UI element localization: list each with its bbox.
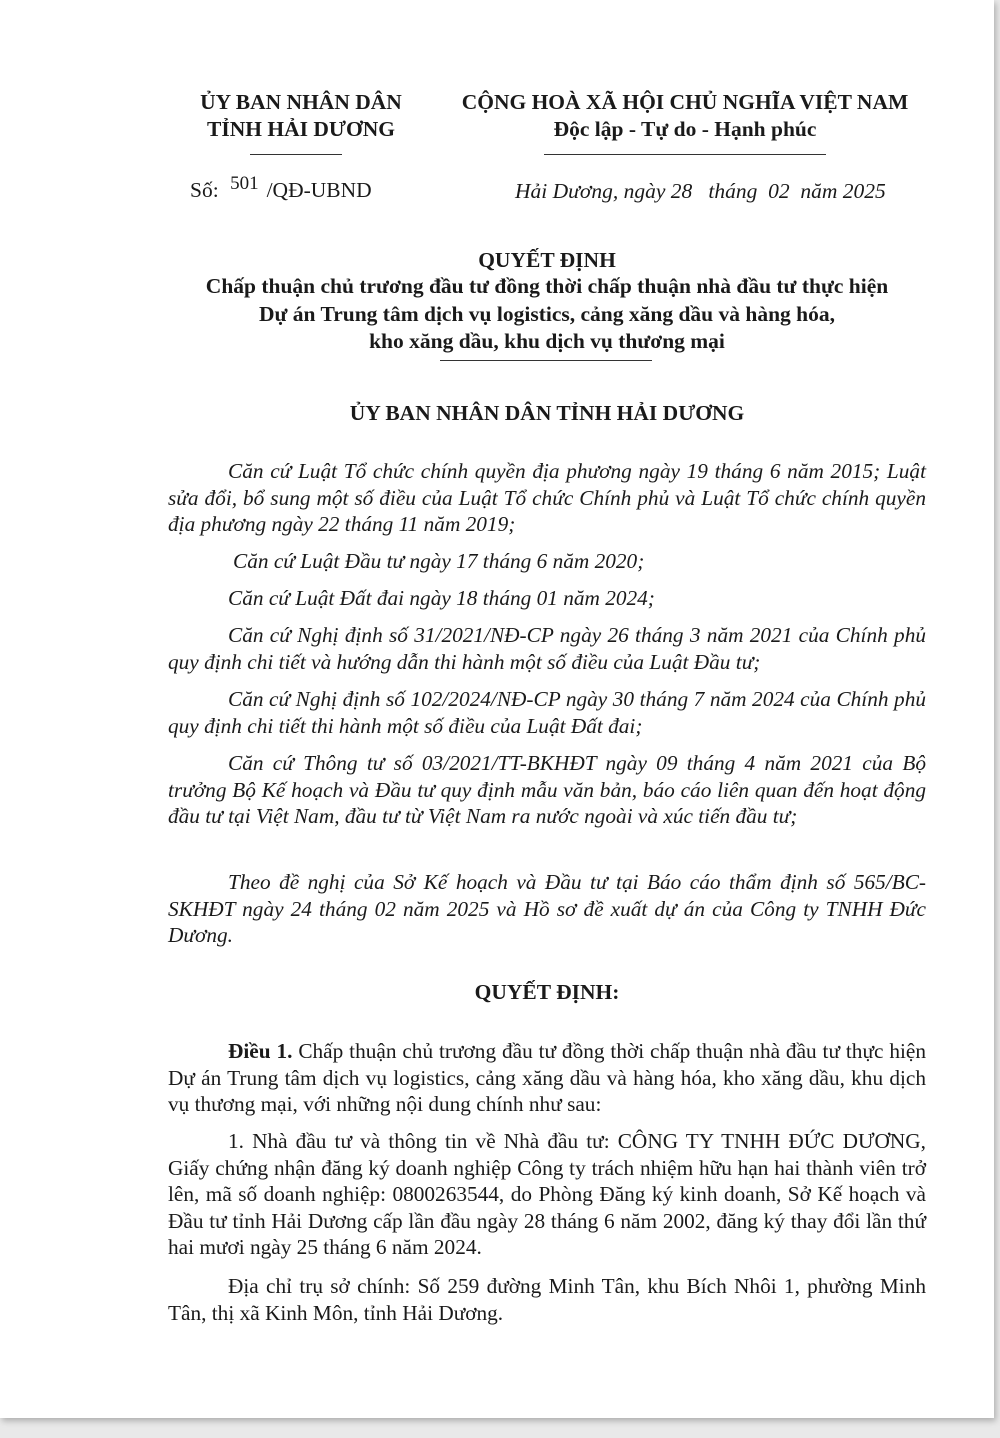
article-1-text: Chấp thuận chủ trương đầu tư đồng thời chấp thuận nhà đầu tư thực hiện Dự án Trung tâm dịch vụ logistics, cảng xăng dầu và hàng hóa, kho xăng dầu, khu dịch vụ thương mại, với những nội dung chính như sau:: [168, 1039, 926, 1116]
head-office-address: Địa chỉ trụ sở chính: Số 259 đường Minh Tân, khu Bích Nhôi 1, phường Minh Tân, thị xã Kinh Môn, tỉnh Hải Dương.: [168, 1274, 926, 1325]
agency-name-line2: TỈNH HẢI DƯƠNG: [207, 117, 395, 141]
basis-6: Căn cứ Thông tư số 03/2021/TT-BKHĐT ngày 09 tháng 4 năm 2021 của Bộ trưởng Bộ Kế hoạch và Đầu tư quy định mẫu văn bản, báo cáo liên quan đến hoạt động đầu tư tại Việt Nam, đầu tư từ Việt Nam ra nước ngoài và xúc tiến đầu tư;: [168, 751, 926, 828]
article-1: [168, 1038, 926, 1118]
basis-2: Căn cứ Luật Đầu tư ngày 17 tháng 6 năm 2020;: [233, 549, 645, 573]
basis-4: Căn cứ Nghị định số 31/2021/NĐ-CP ngày 26 tháng 3 năm 2021 của Chính phủ quy định chi tiết và hướng dẫn thi hành một số điều của Luật Đầu tư;: [168, 623, 926, 674]
title-line3: kho xăng dầu, khu dịch vụ thương mại: [369, 329, 725, 353]
motto-underline: [544, 154, 826, 155]
national-motto: Độc lập - Tự do - Hạnh phúc: [553, 117, 817, 141]
number-value: 501: [230, 173, 259, 194]
number-prefix: Số:: [190, 178, 219, 202]
title-underline: [440, 360, 652, 361]
issuer-heading: ỦY BAN NHÂN DÂN TỈNH HẢI DƯƠNG: [349, 401, 745, 425]
item-1-investor: 1. Nhà đầu tư và thông tin về Nhà đầu tư: CÔNG TY TNHH ĐỨC DƯƠNG, Giấy chứng nhận đăng ký doanh nghiệp Công ty trách nhiệm hữu hạn hai thành viên trở lên, mã số doanh nghiệp: 0800263544, do Phòng Đăng ký kinh doanh, Sở Kế hoạch và Đầu tư tỉnh Hải Dương cấp lần đầu ngày 28 tháng 6 năm 2002, đăng ký thay đổi lần thứ hai mươi ngày 25 tháng 6 năm 2024.: [168, 1129, 926, 1259]
title-line2: Dự án Trung tâm dịch vụ logistics, cảng xăng dầu và hàng hóa,: [258, 302, 835, 326]
agency-underline: [250, 154, 342, 155]
basis-1: Căn cứ Luật Tổ chức chính quyền địa phương ngày 19 tháng 6 năm 2015; Luật sửa đổi, bổ sung một số điều của Luật Tổ chức Chính phủ và Luật Tổ chức chính quyền địa phương ngày 22 tháng 11 năm 2019;: [168, 459, 926, 536]
basis-5: Căn cứ Nghị định số 102/2024/NĐ-CP ngày 30 tháng 7 năm 2024 của Chính phủ quy định chi tiết thi hành một số điều của Luật Đất đai;: [168, 687, 926, 738]
document-type: QUYẾT ĐỊNH: [478, 248, 616, 272]
article-1-label: Điều 1.: [228, 1039, 293, 1063]
decision-heading: QUYẾT ĐỊNH:: [474, 980, 620, 1004]
document-number: [190, 173, 372, 203]
agency-name-line1: ỦY BAN NHÂN DÂN: [200, 90, 402, 114]
basis-3: Căn cứ Luật Đất đai ngày 18 tháng 01 năm 2024;: [228, 586, 655, 610]
basis-7: Theo đề nghị của Sở Kế hoạch và Đầu tư tại Báo cáo thẩm định số 565/BC-SKHĐT ngày 24 tháng 02 năm 2025 và Hồ sơ đề xuất dự án của Công ty TNHH Đức Dương.: [168, 870, 926, 947]
number-suffix: /QĐ-UBND: [266, 178, 372, 202]
title-line1: Chấp thuận chủ trương đầu tư đồng thời chấp thuận nhà đầu tư thực hiện: [205, 274, 889, 298]
national-title: CỘNG HOÀ XÃ HỘI CHỦ NGHĨA VIỆT NAM: [461, 90, 909, 114]
place-and-date: Hải Dương, ngày 28 tháng 02 năm 2025: [515, 179, 886, 203]
